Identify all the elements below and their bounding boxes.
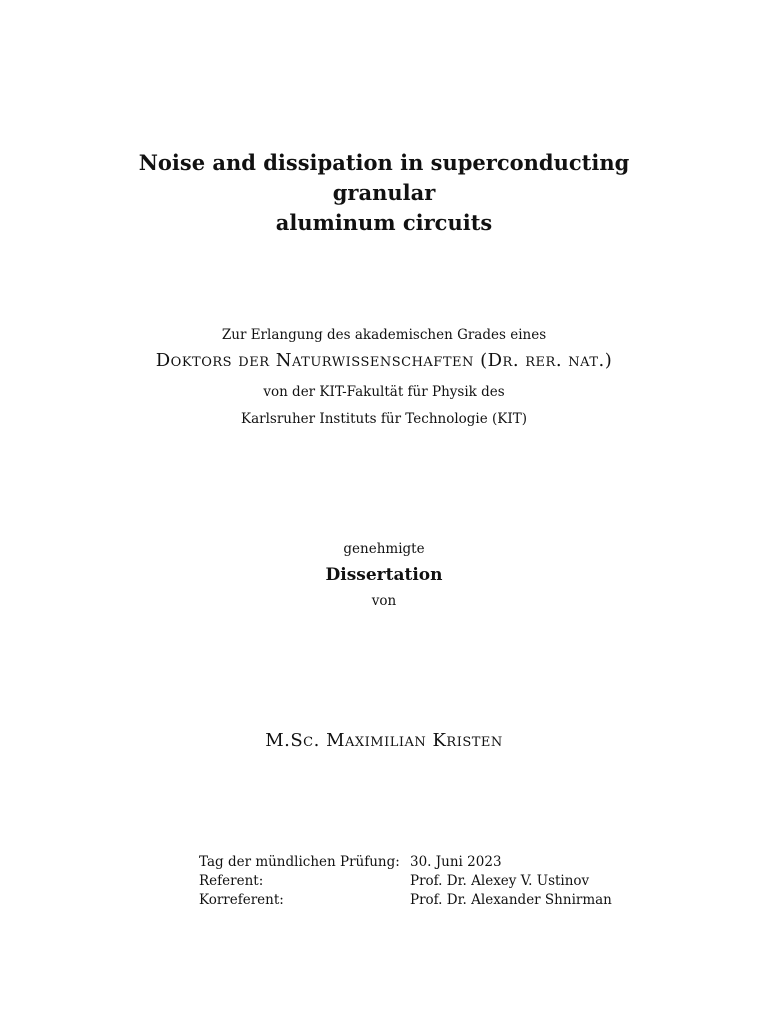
document-type: Dissertation [325, 565, 443, 585]
author-name: M.Sc. Maximilian Kristen [265, 730, 503, 751]
referee-row [199, 872, 619, 891]
co-referee-value: Prof. Dr. Alexander Shnirman [410, 892, 612, 908]
thesis-title [84, 148, 684, 238]
thesis-title-line-2: aluminum circuits [275, 210, 493, 235]
referee-label: Referent: [199, 873, 264, 889]
examination-details [199, 853, 619, 910]
exam-date-label: Tag der mündlichen Prüfung: [199, 854, 400, 870]
co-referee-row [199, 891, 619, 910]
referee-value: Prof. Dr. Alexey V. Ustinov [410, 873, 590, 889]
exam-date-row [199, 853, 619, 872]
degree-name: Doktors der Naturwissenschaften (Dr. rer. nat.) [155, 350, 613, 371]
degree-intro: Zur Erlangung des akademischen Grades eines [221, 327, 547, 343]
exam-date-value: 30. Juni 2023 [410, 854, 502, 870]
institute-line: Karlsruher Instituts für Technologie (KIT) [241, 411, 527, 427]
co-referee-label: Korreferent: [199, 892, 284, 908]
thesis-title-line-1: Noise and dissipation in superconducting granular [138, 150, 630, 205]
by-label: von [371, 593, 397, 609]
faculty-line: von der KIT-Fakultät für Physik des [263, 384, 505, 400]
approved-label: genehmigte [343, 541, 425, 557]
